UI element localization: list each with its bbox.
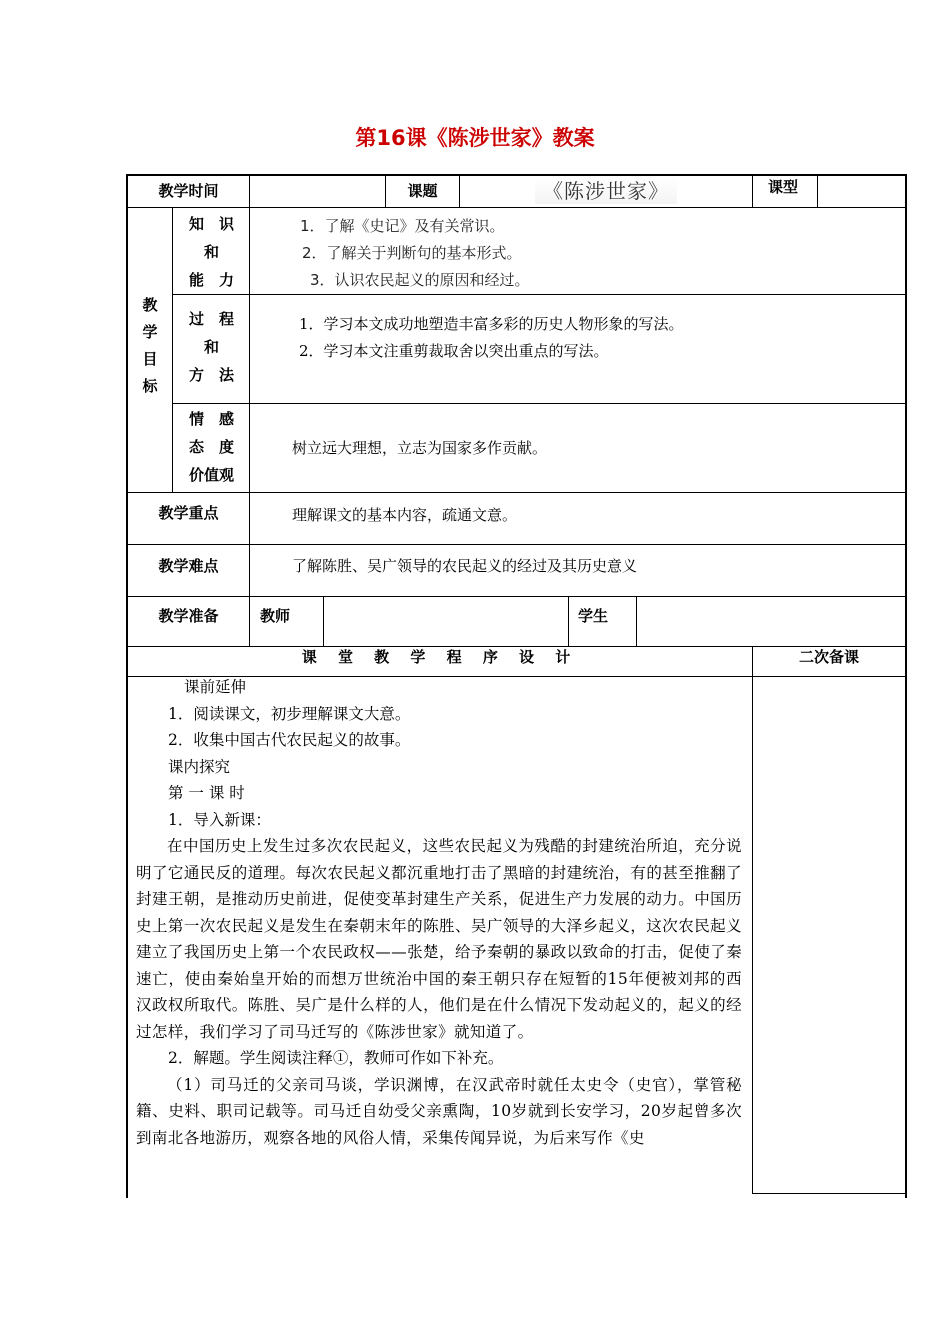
lesson-type-label: 课型	[768, 178, 799, 196]
label-line: 和	[203, 338, 219, 356]
objective-item: 1．了解《史记》及有关常识。	[300, 217, 505, 235]
objective-item: 2．学习本文注重剪裁取舍以突出重点的写法。	[299, 342, 609, 360]
objective-label-process	[174, 305, 249, 389]
topic-value: 《陈涉世家》	[535, 178, 677, 204]
objectives-label-char: 教	[142, 296, 158, 314]
objective-item: 2．了解关于判断句的基本形式。	[302, 244, 522, 262]
label-line: 过 程	[188, 310, 234, 328]
intro-paragraph: 在中国历史上发生过多次农民起义，这些农民起义为残酷的封建统治所迫，充分说明了它通民反的道理。每次农民起义都沉重地打击了黑暗的封建统治，有的甚至推翻了封建王朝，是推动历史前进，促使变革封建生产关系，促进生产力发展的动力。中国历史上第一次农民起义是发生在秦朝末年的陈胜、吴广领导的大泽乡起义，这次农民起义建立了我国历史上第一个农民政权——张楚，给予秦朝的暴政以致命的打击，促使了秦速亡，使由秦始皇开始的而想万世统治中国的秦王朝只存在短暂的15年便被刘邦的西汉政权所取代。陈胜、吴广是什么样的人，他们是在什么情况下发动起义的，起义的经过怎样，我们学习了司马迁写的《陈涉世家》就知道了。	[136, 837, 742, 1041]
label-line: 情 感	[188, 410, 234, 428]
col-divider	[752, 174, 753, 207]
preparation-label: 教学准备	[158, 607, 219, 625]
list-item: 1．阅读课文，初步理解课文大意。	[168, 704, 411, 723]
second-prep-label: 二次备课	[798, 648, 859, 666]
objectives-group-label	[128, 292, 172, 400]
key-point-value: 理解课文的基本内容，疏通文意。	[292, 506, 518, 524]
section-heading: 第 一 课 时	[168, 784, 245, 802]
key-point-label: 教学重点	[158, 504, 219, 522]
difficulty-label: 教学难点	[158, 557, 219, 575]
difficulty-value: 了解陈胜、吴广领导的农民起义的经过及其历史意义	[292, 557, 638, 575]
col-divider	[752, 646, 753, 1193]
col-divider	[568, 596, 569, 646]
row-divider	[126, 544, 907, 545]
procedure-body	[136, 674, 742, 1196]
objectives-label-char: 目	[142, 350, 158, 368]
list-item: 1．导入新课：	[168, 810, 271, 829]
objectives-char	[128, 292, 172, 400]
objective-item: 3．认识农民起义的原因和经过。	[310, 271, 530, 289]
row-divider	[172, 294, 907, 295]
col-divider	[323, 596, 324, 646]
objective-content-knowledge	[300, 213, 530, 294]
topic-label: 课题	[407, 182, 438, 200]
row-divider	[126, 596, 907, 597]
label-line: 方 法	[188, 366, 234, 384]
objectives-label-char: 标	[142, 377, 158, 395]
teacher-label: 教师	[260, 607, 291, 625]
page-title: 第16课《陈涉世家》教案	[355, 126, 595, 150]
teaching-time-label: 教学时间	[158, 182, 219, 200]
table-border-right	[905, 174, 907, 1198]
row-divider	[752, 1193, 907, 1194]
label-line: 知 识	[188, 215, 234, 233]
label-line: 价值观	[188, 466, 234, 484]
procedure-header: 课 堂 教 学 程 序 设 计	[301, 648, 579, 666]
explanation-paragraph: （1）司马迁的父亲司马谈，学识渊博，在汉武帝时就任太史令（史官），掌管秘籍、史料、职司记载等。司马迁自幼受父亲熏陶，10岁就到长安学习，20岁起曾多次到南北各地游历，观察各地的风俗人情，采集传闻异说，为后来写作《史	[136, 1075, 742, 1147]
objective-label-knowledge	[174, 210, 249, 294]
row-divider	[126, 492, 907, 493]
objective-content-process	[299, 311, 684, 365]
objective-content-attitude: 树立远大理想，立志为国家多作贡献。	[292, 439, 548, 457]
row-divider	[172, 403, 907, 404]
student-label: 学生	[578, 607, 609, 625]
label-line: 态 度	[188, 438, 234, 456]
col-divider	[459, 174, 460, 207]
objective-label-attitude	[174, 405, 249, 489]
section-heading: 课内探究	[168, 757, 231, 776]
list-item: 2．收集中国古代农民起义的故事。	[168, 731, 411, 749]
objective-item: 1．学习本文成功地塑造丰富多彩的历史人物形象的写法。	[299, 315, 684, 333]
col-divider	[172, 207, 173, 492]
label-line: 和	[203, 243, 219, 261]
list-item: 2．解题。学生阅读注释①，教师可作如下补充。	[168, 1049, 504, 1067]
col-divider	[249, 207, 250, 646]
objectives-label-char: 学	[142, 323, 158, 341]
col-divider	[249, 174, 250, 207]
section-heading: 课前延伸	[184, 678, 247, 696]
col-divider	[817, 174, 818, 207]
table-border-top	[126, 174, 907, 176]
label-line: 能 力	[188, 271, 234, 289]
col-divider	[636, 596, 637, 646]
row-divider	[126, 207, 907, 208]
